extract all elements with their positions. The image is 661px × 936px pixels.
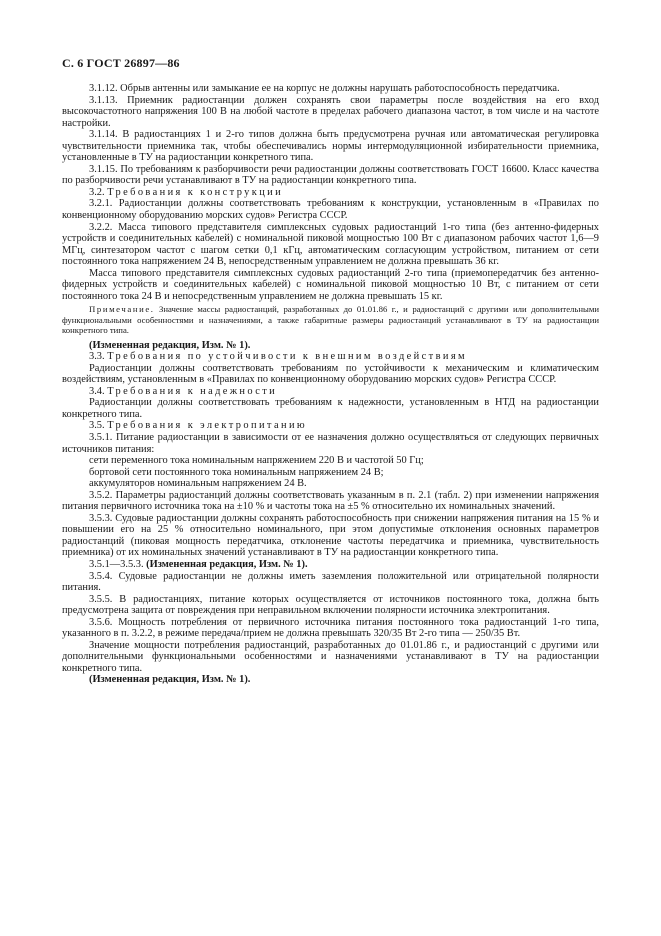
section-title: Требования по устойчивости к внешним воздействиям: [107, 351, 468, 363]
paragraph: [62, 95, 599, 130]
paragraph: [62, 432, 599, 455]
revision-note: [62, 674, 599, 686]
paragraph: [62, 397, 599, 420]
paragraph-text: 3.5.3. Судовые радиостанции должны сохранять работоспособность при снижении напряжения питания на 15 % и повышении его на 25 % относительно номинального, при этом допустимые отклонения основных параметров радиостанций (пиковая мощность передатчика, отклонение частоты передатчика и приемника, чувствительность приемника) от их номинальных значений устанавливают в ТУ на радиостанции конкретного типа.: [62, 512, 599, 559]
paragraph: [62, 640, 599, 675]
section-heading: [62, 420, 599, 432]
paragraph-text: 3.2.2. Масса типового представителя симплексных судовых радиостанций 1-го типа (без антенно-фидерных устройств и соединительных кабелей) с номинальной пиковой мощностью 100 Вт с диапазоном рабочих частот 1,6—9 МГц, синтезатором частот с шагом сетки 0,1 кГц, автоматическим согласующим устройством, питанием от сети постоянного тока напряжением 24 В, непосредственным управлением не должна превышать 36 кг.: [62, 221, 599, 268]
paragraph-text: Масса типового представителя симплексных судовых радиостанций 2-го типа (приемопередатчик без антенно-фидерных устройств и соединительных кабелей) с номинальной пиковой мощностью 10 Вт, с питанием от сети постоянного тока 24 В и непосредственным управлением не должна превышать 15 кг.: [62, 267, 599, 302]
paragraph-text: Радиостанции должны соответствовать требованиям к надежности, установленным в НТД на радиостанции конкретного типа.: [62, 397, 599, 420]
paragraph-text: бортовой сети постоянного тока номинальным напряжением 24 В;: [89, 466, 384, 478]
paragraph-text: 3.1.13. Приемник радиостанции должен сохранять свои параметры после воздействия на его вход высокочастотного напряжения 100 В на любой частоте в пределах рабочего диапазона частот, в том числе и на частоте настройки.: [62, 94, 599, 129]
paragraph: [62, 513, 599, 559]
section-number: 3.5.: [89, 420, 108, 432]
paragraph-text: 3.5.6. Мощность потребления от первичного источника питания постоянного тока радиостанций 1-го типа, указанного в п. 3.2.2, в режиме передача/прием не должна превышать 320/35 Вт 2-го типа — 250/35 Вт.: [62, 616, 599, 640]
paragraph-text: Радиостанции должны соответствовать требованиям по устойчивости к механическим и климатическим воздействиям, установленным в «Правилах по конвенционному оборудованию морских судов» Регистра СССР.: [62, 362, 599, 386]
revision-text: (Измененная редакция, Изм. № 1).: [146, 559, 308, 570]
paragraph-text: аккумуляторов номинальным напряжением 24 В.: [89, 478, 307, 490]
revision-note: [62, 559, 599, 571]
paragraph: [62, 478, 599, 490]
paragraph-text: 3.1.15. По требованиям к разборчивости речи радиостанции должны соответствовать ГОСТ 16600. Класс качества по разборчивости речи устанавливают в ТУ на радиостанции конкретного типа.: [62, 163, 599, 187]
paragraph: [62, 268, 599, 303]
note-paragraph: [62, 304, 599, 335]
section-heading: [62, 386, 599, 398]
paragraph: [62, 467, 599, 479]
section-title: Требования к электропитанию: [107, 420, 308, 432]
paragraph-text: 3.5.1. Питание радиостанции в зависимости от ее назначения должно осуществляться от следующих первичных источников питания:: [62, 431, 599, 455]
paragraph: [62, 571, 599, 594]
revision-text: (Измененная редакция, Изм. № 1).: [89, 339, 251, 351]
paragraph: [62, 198, 599, 221]
paragraph-text: 3.5.4. Судовые радиостанции не должны иметь заземления положительной или отрицательной полярности питания.: [62, 570, 599, 594]
section-heading: [62, 351, 599, 363]
paragraph: [62, 594, 599, 617]
section-heading: [62, 187, 599, 199]
paragraph: [62, 83, 599, 95]
section-title: Требования к надежности: [107, 385, 278, 397]
paragraph: [62, 129, 599, 164]
paragraph-text: 3.5.5. В радиостанциях, питание которых осуществляется от источников постоянного тока, должна быть предусмотрена защита от повреждения при неправильном включении полярности источника электропитания.: [62, 593, 599, 617]
revision-text: (Измененная редакция, Изм. № 1).: [89, 674, 251, 686]
paragraph: [62, 164, 599, 187]
paragraph: [62, 363, 599, 386]
paragraph-text: 3.1.12. Обрыв антенны или замыкание ее на корпус не должны нарушать работоспособность передатчика.: [89, 83, 560, 94]
paragraph-text: сети переменного тока номинальным напряжением 220 В и частотой 50 Гц;: [89, 455, 424, 467]
document-body: [62, 83, 599, 686]
section-number: 3.3.: [89, 351, 108, 363]
note-text: Значение массы радиостанций, разработанных до 01.01.86 г., и радиостанций с другими или дополнительными функциональными особенностями и назначениями, а также габаритные размеры радиостанций устанавливают в ТУ на радиостанции конкретного типа.: [62, 304, 599, 336]
revision-note: [62, 340, 599, 352]
section-title: Требования к конструкции: [107, 186, 284, 198]
paragraph: [62, 222, 599, 268]
paragraph-text: 3.2.1. Радиостанции должны соответствовать требованиям к конструкции, установленным в «Правилах по конвенционному оборудованию морских судов» Регистра СССР.: [62, 198, 599, 222]
paragraph-text: Значение мощности потребления радиостанций, разработанных до 01.01.86 г., и радиостанций с другими или дополнительными функциональными особенностями и назначениями устанавливают в ТУ на радиостанции конкретного типа.: [62, 639, 599, 674]
page-header: С. 6 ГОСТ 26897—86: [62, 56, 180, 70]
paragraph: [62, 455, 599, 467]
paragraph: [62, 617, 599, 640]
note-label: Примечание.: [89, 304, 155, 315]
clause-range: 3.5.1—3.5.3.: [89, 559, 147, 570]
section-number: 3.4.: [89, 385, 108, 397]
section-number: 3.2.: [89, 186, 108, 198]
paragraph: [62, 490, 599, 513]
paragraph-text: 3.5.2. Параметры радиостанций должны соответствовать указанным в п. 2.1 (табл. 2) при изменении напряжения питания первичного источника тока на ±10 % и частоты тока на ±5 % относительно их номинальных значений.: [62, 489, 599, 513]
paragraph-text: 3.1.14. В радиостанциях 1 и 2-го типов должна быть предусмотрена ручная или автоматическая регулировка чувствительности приемника так, чтобы обеспечивались нормы интермодуляционной избирательности приемника, установленные в ТУ на радиостанции конкретного типа.: [62, 129, 599, 164]
